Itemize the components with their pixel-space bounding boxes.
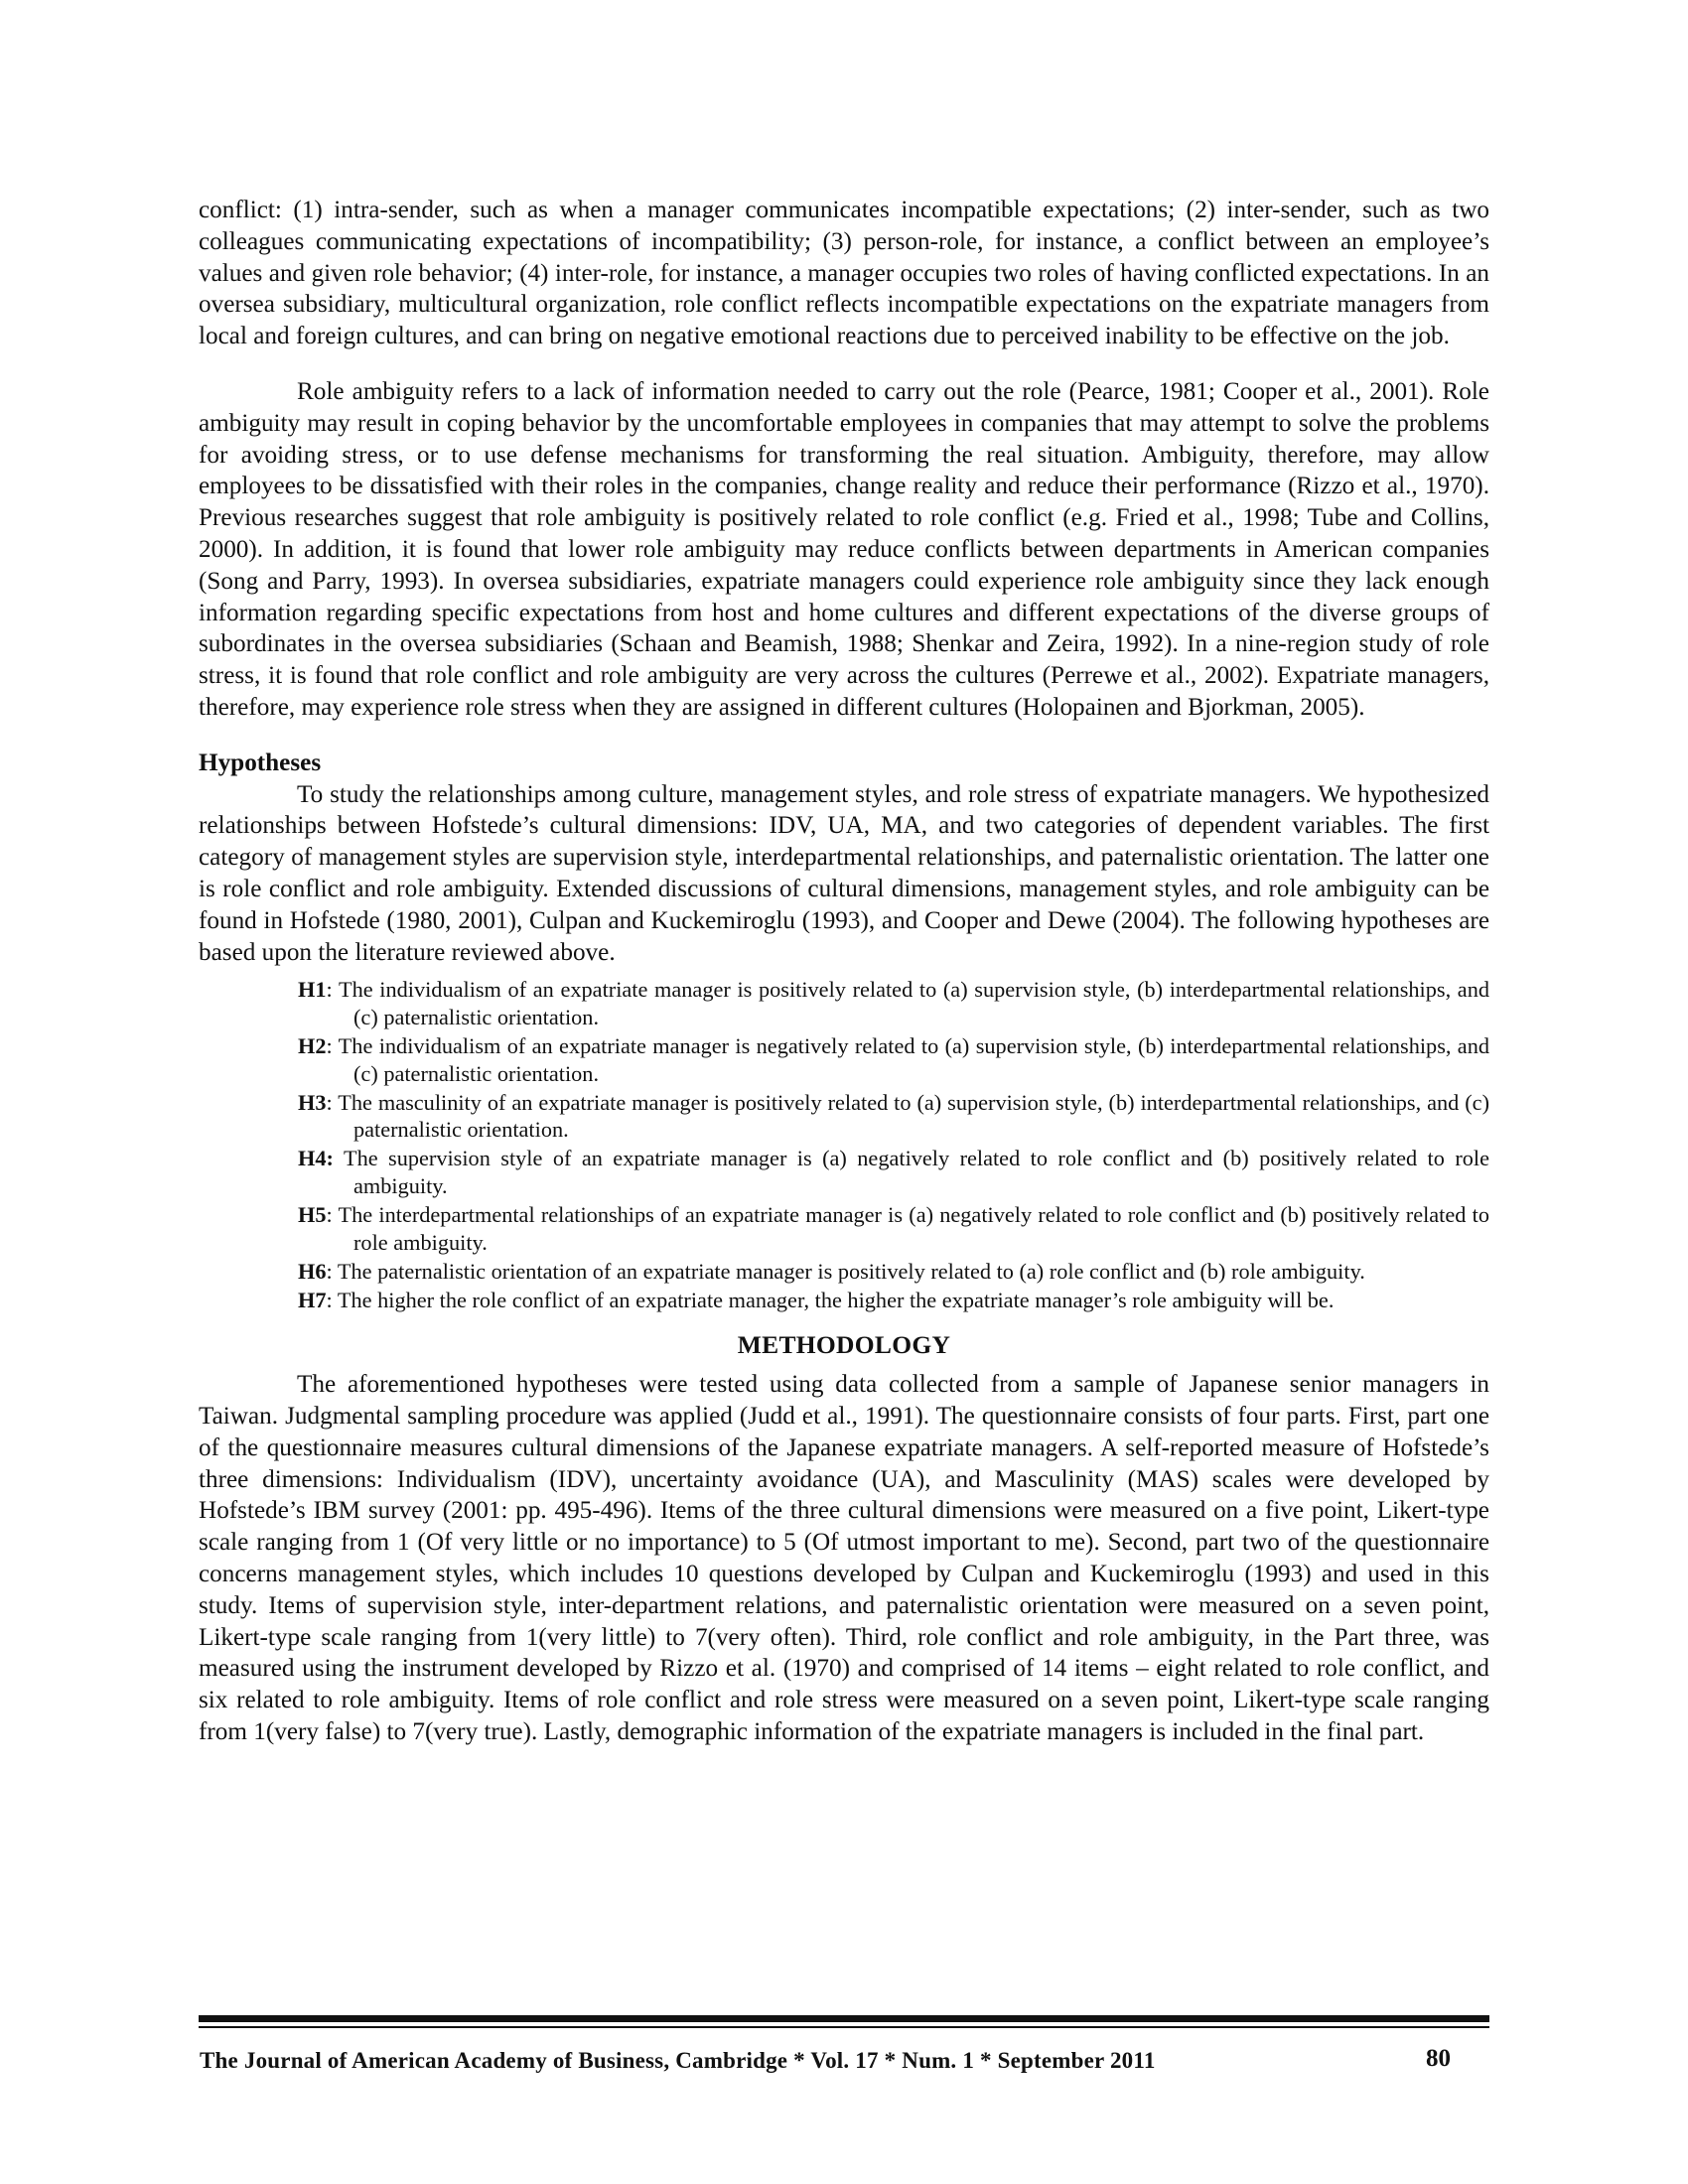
hypothesis-text: The higher the role conflict of an expatriate manager, the higher the expatriate manager’s role ambiguity will be. (337, 1287, 1335, 1312)
hypothesis-text: The interdepartmental relationships of an expatriate manager is (a) negatively related to role conflict and (b) positively related to role ambiguity. (338, 1202, 1489, 1255)
footer-rule-thick (199, 2015, 1489, 2022)
hypothesis-text: The individualism of an expatriate manager is negatively related to (a) supervision style, (b) interdepartmental relationships, and (c) paternalistic orientation. (338, 1033, 1489, 1086)
hypothesis-separator: : (326, 1287, 338, 1312)
hypothesis-separator: : (326, 977, 339, 1003)
hypothesis-text: The masculinity of an expatriate manager is positively related to (a) supervision style, (b) interdepartmental relationships, and (c) paternalistic orientation. (338, 1089, 1490, 1143)
hypothesis-separator: : (326, 1202, 339, 1228)
body-paragraph-1: conflict: (1) intra-sender, such as when a manager communicates incompatible expectations; (2) inter-sender, such as two colleagues communicating expectations of incompatibility; (3) person-role, for instance, a conflict between an employee’s values and given role behavior; (4) inter-role, for instance, a manager occupies two roles of having conflicted expectations. In an oversea subsidiary, multicultural organization, role conflict reflects incompatible expectations on the expatriate managers from local and foreign cultures, and can bring on negative emotional reactions due to perceived inability to be effective on the job. (199, 197, 1489, 350)
page-body (199, 195, 1489, 1748)
journal-footer: The Journal of American Academy of Business, Cambridge * Vol. 17 * Num. 1 * September 2011 (200, 2048, 1156, 2073)
hypothesis-separator: : (326, 1089, 339, 1115)
body-paragraph-2: Role ambiguity refers to a lack of information needed to carry out the role (Pearce, 1981; Cooper et al., 2001). Role ambiguity may result in coping behavior by the uncomfortable employees in companies that may attempt to solve the problems for avoiding stress, or to use defense mechanisms for transforming the real situation. Ambiguity, therefore, may allow employees to be dissatisfied with their roles in the companies, change reality and reduce their performance (Rizzo et al., 1970). Previous researches suggest that role ambiguity is positively related to role conflict (e.g. Fried et al., 1998; Tube and Collins, 2000). In addition, it is found that lower role ambiguity may reduce conflicts between departments in American companies (Song and Parry, 1993). In oversea subsidiaries, expatriate managers could experience role ambiguity since they lack enough information regarding specific expectations from host and home cultures and different expectations of the diverse groups of subordinates in the oversea subsidiaries (Schaan and Beamish, 1988; Shenkar and Zeira, 1992). In a nine-region study of role stress, it is found that role conflict and role ambiguity are very across the cultures (Perrewe et al., 2002). Expatriate managers, therefore, may experience role stress when they are assigned in different cultures (Holopainen and Bjorkman, 2005). (199, 377, 1489, 721)
hypothesis-text: The paternalistic orientation of an expatriate manager is positively related to (a) role conflict and (b) role ambiguity. (337, 1258, 1365, 1284)
hypothesis-id: H5 (298, 1202, 327, 1228)
hypothesis-id: H4: (298, 1146, 334, 1171)
hypothesis-separator (334, 1146, 344, 1170)
hypothesis-item (298, 1089, 1489, 1144)
hypotheses-heading: Hypotheses (199, 749, 322, 776)
hypothesis-item (298, 1201, 1489, 1256)
hypothesis-id: H2 (298, 1033, 327, 1059)
hypothesis-id: H3 (298, 1089, 327, 1115)
hypothesis-item (298, 1145, 1489, 1199)
hypothesis-text: The individualism of an expatriate manager is positively related to (a) supervision style, (b) interdepartmental relationships, and (c) paternalistic orientation. (338, 977, 1489, 1029)
hypothesis-item (298, 1032, 1489, 1087)
hypotheses-intro: To study the relationships among culture, management styles, and role stress of expatriate managers. We hypothesized relationships between Hofstede’s cultural dimensions: IDV, UA, MA, and two categories of dependent variables. The first category of management styles are supervision style, interdepartmental relationships, and paternalistic orientation. The latter one is role conflict and role ambiguity. Extended discussions of cultural dimensions, management styles, and role ambiguity can be found in Hofstede (1980, 2001), Culpan and Kuckemiroglu (1993), and Cooper and Dewe (2004). The following hypotheses are based upon the literature reviewed above. (199, 780, 1489, 966)
hypothesis-item (298, 976, 1489, 1030)
hypothesis-text: The supervision style of an expatriate manager is (a) negatively related to role conflict and (b) positively related to role ambiguity. (343, 1146, 1489, 1198)
hypothesis-id: H1 (298, 977, 327, 1003)
hypothesis-id: H6 (298, 1258, 327, 1284)
hypothesis-id: H7 (298, 1287, 327, 1312)
page-number: 80 (1426, 2045, 1451, 2072)
hypothesis-separator: : (326, 1258, 338, 1284)
hypothesis-item (298, 1287, 1489, 1314)
hypotheses-list (199, 976, 1489, 1313)
hypothesis-separator: : (326, 1033, 339, 1059)
methodology-heading: METHODOLOGY (737, 1330, 951, 1360)
footer-rule-thin (199, 2026, 1489, 2028)
methodology-paragraph: The aforementioned hypotheses were tested using data collected from a sample of Japanese senior managers in Taiwan. Judgmental sampling procedure was applied (Judd et al., 1991). The questionnaire consists of four parts. First, part one of the questionnaire measures cultural dimensions of the Japanese expatriate managers. A self-reported measure of Hofstede’s three dimensions: Individualism (IDV), uncertainty avoidance (UA), and Masculinity (MAS) scales were developed by Hofstede’s IBM survey (2001: pp. 495-496). Items of the three cultural dimensions were measured on a five point, Likert-type scale ranging from 1 (Of very little or no importance) to 5 (Of utmost important to me). Second, part two of the questionnaire concerns management styles, which includes 10 questions developed by Culpan and Kuckemiroglu (1993) and used in this study. Items of supervision style, inter-department relations, and paternalistic orientation were measured on a seven point, Likert-type scale ranging from 1(very little) to 7(very often). Third, role conflict and role ambiguity, in the Part three, was measured using the instrument developed by Rizzo et al. (1970) and comprised of 14 items – eight related to role conflict, and six related to role ambiguity. Items of role conflict and role stress were measured on a seven point, Likert-type scale ranging from 1(very false) to 7(very true). Lastly, demographic information of the expatriate managers is included in the final part. (199, 1371, 1489, 1746)
hypothesis-item (298, 1258, 1489, 1286)
